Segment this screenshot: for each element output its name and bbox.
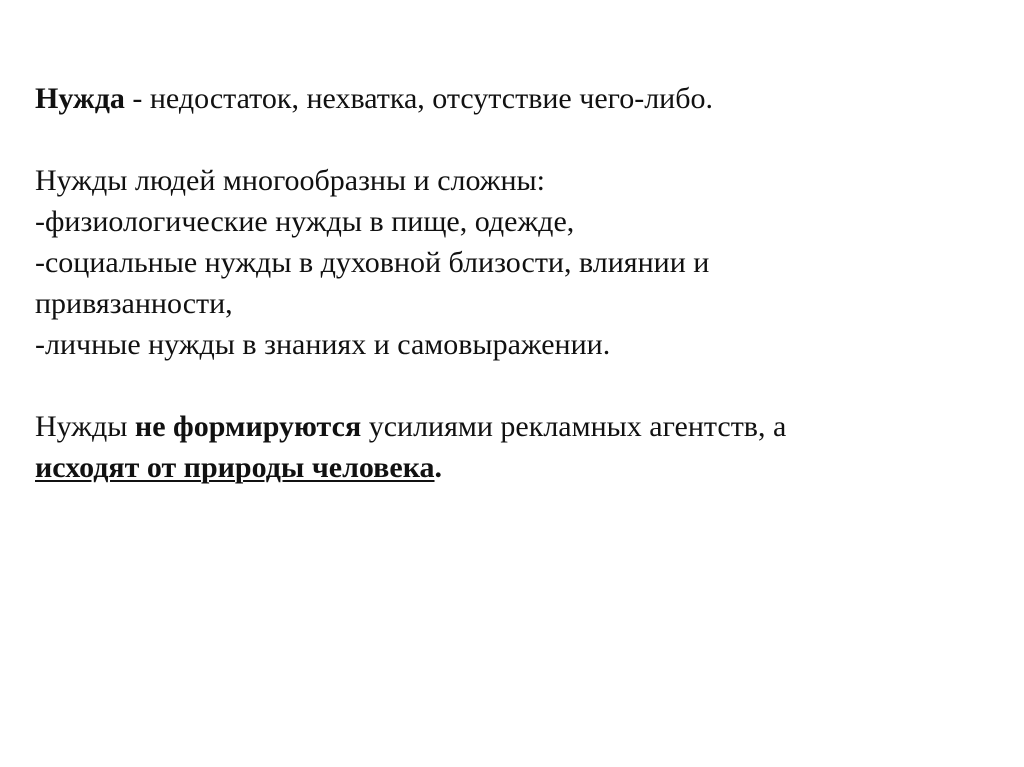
definition-term: Нужда xyxy=(35,82,125,115)
need-social-continued: привязанности, xyxy=(35,287,233,320)
need-physiological: -физиологические нужды в пище, одежде, xyxy=(35,205,575,238)
need-social: -социальные нужды в духовной близости, влиянии и xyxy=(35,246,710,279)
conclusion-part2: усилиями рекламных агентств, а xyxy=(361,410,787,443)
slide-text xyxy=(35,78,995,488)
needs-intro: Нужды людей многообразны и сложны: xyxy=(35,164,546,197)
spacer xyxy=(35,119,995,160)
conclusion-line xyxy=(35,406,995,447)
spacer xyxy=(35,365,995,406)
conclusion-period: . xyxy=(434,451,443,484)
definition-text: - недостаток, нехватка, отсутствие чего-либо. xyxy=(124,82,713,115)
conclusion-emphasis-line xyxy=(35,447,995,488)
conclusion-bold: не формируются xyxy=(134,410,362,443)
conclusion-part1: Нужды xyxy=(35,410,135,443)
definition-line xyxy=(35,78,995,119)
need-personal: -личные нужды в знаниях и самовыражении. xyxy=(35,328,611,361)
conclusion-emphasis: исходят от природы человека xyxy=(35,451,435,484)
